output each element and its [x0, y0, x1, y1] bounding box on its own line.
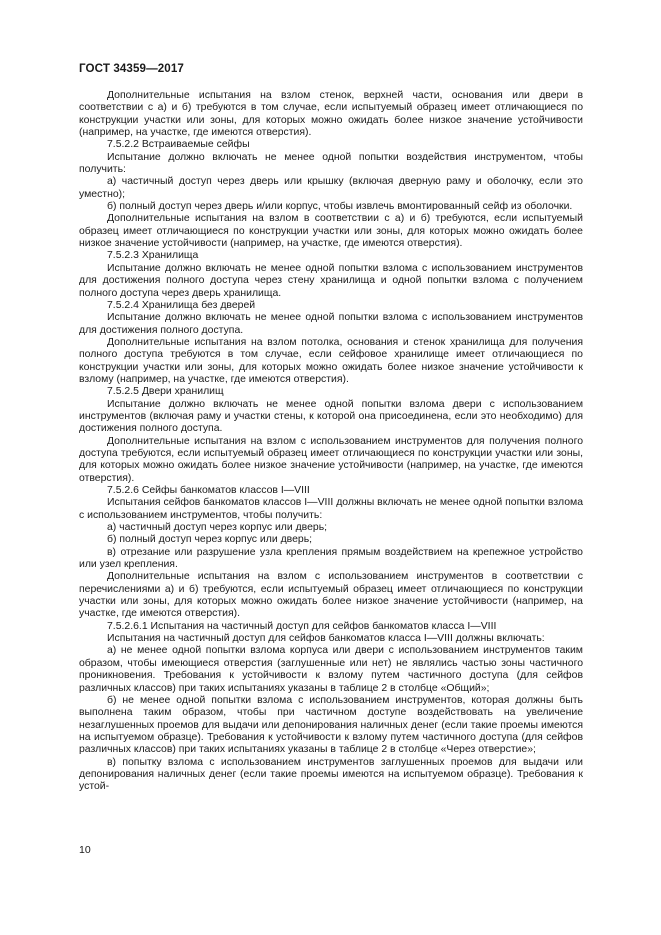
- list-item-v: в) отрезание или разрушение узла крепления прямым воздействием на крепежное устройство или узел крепления.: [79, 546, 583, 571]
- paragraph: Испытание должно включать не менее одной попытки взлома двери с использованием инструментов (включая раму и участки стены, к которой она присоединена, если это необходимо) для достижения полного доступа.: [79, 398, 583, 435]
- paragraph: Дополнительные испытания на взлом стенок, верхней части, основания или двери в соответствии с а) и б) требуются в том случае, если испытуемый образец имеет отличающиеся по конструкции участки или зоны, для которых можно ожидать более низкое значение устойчивости (например, на участке, где имеются отверстия).: [79, 90, 583, 139]
- paragraph: Дополнительные испытания на взлом в соответствии с а) и б) требуются, если испытуемый образец имеет отличающиеся по конструкции участки или зоны, для которых можно ожидать более низкое значение устойчивости (например, на участке, где имеются отверстия).: [79, 213, 583, 250]
- list-item-a: а) частичный доступ через дверь или крышку (включая дверную раму и оболочку, если это уместно);: [79, 176, 583, 200]
- list-item-b: б) не менее одной попытки взлома с использованием инструментов, которая должны быть выполнена таким образом, чтобы при частичном доступе воздействовать на увеличение незаглушенных проемов для выдачи или депонирования наличных денег (если такие проемы имеются на испытуемом образце). Требования к устойчивости к взлому путем частичного доступа (для сейфов различных классов) при таких испытаниях указаны в таблице 2 в столбце «Через отверстие»;: [79, 694, 583, 756]
- paragraph: Испытания на частичный доступ для сейфов банкоматов класса I—VIII должны включать:: [107, 633, 545, 645]
- list-item-a: а) не менее одной попытки взлома корпуса или двери с использованием инструментов таким образом, чтобы имеющиеся отверстия (заглушенные или нет) не являлись частью зоны частичного проникновения. Требования к устойчивости к взлому путем частичного доступа (для сейфов различных классов) при таких испытаниях указаны в таблице 2 в столбце «Общий»;: [79, 645, 583, 694]
- standard-header: ГОСТ 34359—2017: [79, 62, 184, 75]
- section-heading-7-5-2-4: 7.5.2.4 Хранилища без дверей: [107, 299, 256, 311]
- section-heading-7-5-2-5: 7.5.2.5 Двери хранилищ: [107, 386, 224, 398]
- paragraph: Испытание должно включать не менее одной попытки взлома с использованием инструментов для достижения полного доступа.: [79, 312, 583, 336]
- page-number: 10: [79, 844, 91, 856]
- paragraph: Дополнительные испытания на взлом с использованием инструментов для получения полного доступа требуются, если испытуемый образец имеет отличающиеся по конструкции участки или зоны, для которых можно ожидать более низкое значение устойчивости (например, на участке, где имеются отверстия).: [79, 435, 583, 484]
- paragraph: Дополнительные испытания на взлом с использованием инструментов в соответствии с перечислениями а) и б) требуются, если испытуемый образец имеет отличающиеся по конструкции участки или зоны, для которых можно ожидать более низкое значение устойчивости (например, на участке, где имеются отверстия).: [79, 571, 583, 620]
- paragraph: Испытание должно включать не менее одной попытки взлома с использованием инструментов для достижения полного доступа через стену хранилища и одной попытки взлома с получением полного доступа через дверь хранилища.: [79, 262, 583, 299]
- list-item-a: а) частичный доступ через корпус или дверь;: [107, 522, 328, 534]
- section-heading-7-5-2-6: 7.5.2.6 Сейфы банкоматов классов I—VIII: [107, 485, 310, 496]
- section-heading-7-5-2-2: 7.5.2.2 Встраиваемые сейфы: [107, 139, 250, 151]
- list-item-b: б) полный доступ через корпус или дверь;: [107, 534, 313, 546]
- list-item-b: б) полный доступ через дверь и/или корпус, чтобы извлечь вмонтированный сейф из оболочки.: [107, 201, 573, 213]
- paragraph: Испытания сейфов банкоматов классов I—VIII должны включать не менее одной попытки взлома с использованием инструментов, чтобы получить:: [79, 497, 583, 521]
- paragraph: Испытание должно включать не менее одной попытки воздействия инструментом, чтобы получить:: [79, 151, 583, 176]
- paragraph: Дополнительные испытания на взлом потолка, основания и стенок хранилища для получения полного доступа требуются в том случае, если сейфовое хранилище имеет отличающиеся по конструкции участки или зоны, для которых можно ожидать более низкое значение устойчивости к взлому (например, на участке, где имеются отверстия).: [79, 336, 583, 385]
- list-item-v: в) попытку взлома с использованием инструментов заглушенных проемов для выдачи или депонирования наличных денег (если такие проемы имеются на испытуемом образце). Требования к устой-: [79, 756, 583, 793]
- section-heading-7-5-2-6-1: 7.5.2.6.1 Испытания на частичный доступ для сейфов банкоматов класса I—VIII: [107, 620, 497, 632]
- section-heading-7-5-2-3: 7.5.2.3 Хранилища: [107, 250, 199, 262]
- document-body: [79, 90, 583, 794]
